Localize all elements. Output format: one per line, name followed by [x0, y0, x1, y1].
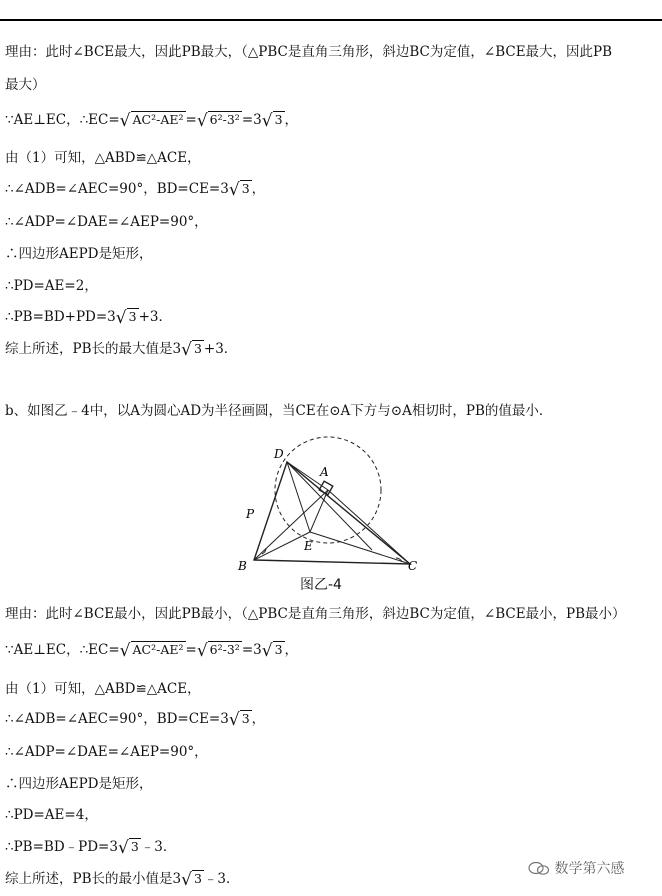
angles1-line-a: ∴∠ADB=∠AEC=90°，BD=CE=3√ 3 ， — [5, 180, 266, 200]
wechat-icon — [528, 861, 550, 875]
pd-line-a: ∴PD=AE=2， — [5, 278, 98, 294]
angles1-line-b: ∴∠ADB=∠AEC=90°，BD=CE=3√ 3 ， — [5, 710, 266, 730]
congruent-line-b: 由（1）可知，△ABD≌△ACE， — [5, 681, 201, 697]
watermark-text: 数学第六感 — [554, 861, 625, 877]
pd-line-b: ∴PD=AE=4， — [5, 807, 98, 823]
rect-line-a: ∴四边形AEPD是矩形， — [5, 246, 153, 262]
angles2-line-a: ∴∠ADP=∠DAE=∠AEP=90°， — [5, 214, 208, 230]
figure-caption: 图乙-4 — [300, 577, 342, 593]
label-p: P — [246, 507, 255, 521]
pb-line-a: ∴PB=BD+PD=3√ 3 +3． — [5, 308, 172, 328]
summary-line-a: 综上所述，PB长的最大值是3√ 3 +3． — [5, 340, 238, 360]
angles2-line-b: ∴∠ADP=∠DAE=∠AEP=90°， — [5, 744, 208, 760]
label-b: B — [238, 559, 247, 573]
summary-line-b: 综上所述，PB长的最小值是3√ 3 ﹣3． — [5, 870, 240, 890]
congruent-line-a: 由（1）可知，△ABD≌△ACE， — [5, 150, 201, 166]
rect-line-b: ∴四边形AEPD是矩形， — [5, 776, 153, 792]
reason-line-a: 理由：此时∠BCE最大，因此PB最大，（△PBC是直角三角形，斜边BC为定值，∠BCE最大，因此PB — [5, 44, 613, 60]
watermark — [528, 858, 624, 878]
label-a: A — [320, 465, 329, 479]
ec-line-a: ∵AE⊥EC，∴EC=√ AC²-AE² =√ 6²-3² =3√ 3 ， — [5, 111, 299, 131]
geometry-figure — [232, 428, 422, 578]
ec-line-b: ∵AE⊥EC，∴EC=√ AC²-AE² =√ 6²-3² =3√ 3 ， — [5, 641, 299, 661]
intro-line-b: b、如图乙﹣4中，以A为圆心AD为半径画圆，当CE在⊙A下方与⊙A相切时，PB的值最小． — [5, 403, 553, 419]
top-rule — [0, 19, 662, 21]
label-c: C — [408, 559, 418, 573]
pb-line-b: ∴PB=BD﹣PD=3√ 3 ﹣3． — [5, 838, 177, 858]
label-d: D — [274, 447, 284, 461]
label-e: E — [304, 539, 313, 553]
reason-cont-a: 最大） — [5, 77, 46, 93]
reason-line-b: 理由：此时∠BCE最小，因此PB最小，（△PBC是直角三角形，斜边BC为定值，∠BCE最小，PB最小） — [5, 606, 626, 622]
